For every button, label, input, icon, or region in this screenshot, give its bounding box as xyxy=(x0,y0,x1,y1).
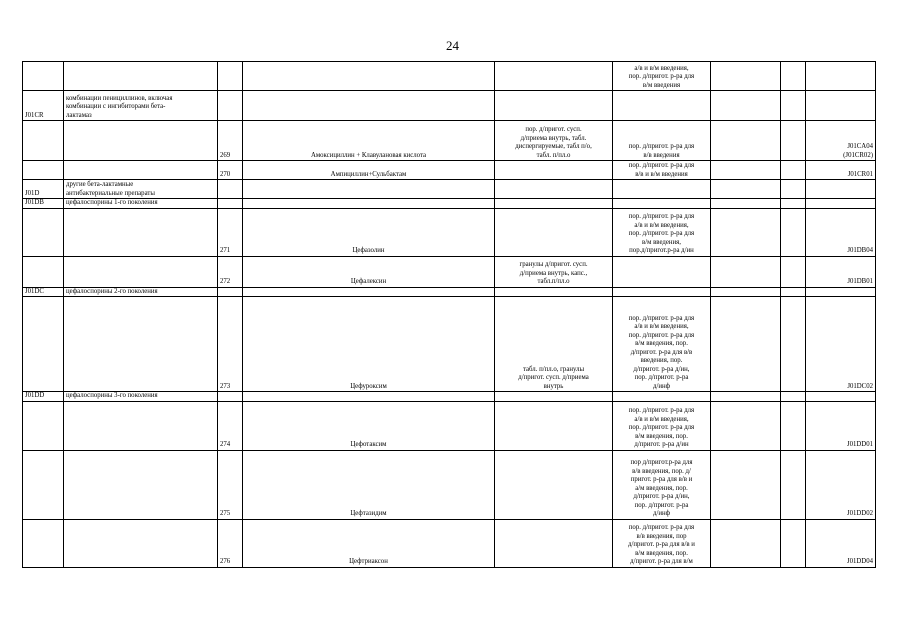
empty-cell xyxy=(711,401,781,450)
number-cell: 269 xyxy=(218,121,243,161)
empty-cell xyxy=(711,62,781,91)
empty-cell xyxy=(781,121,806,161)
name-cell xyxy=(64,208,218,256)
atc-code-cell xyxy=(806,62,876,91)
code-cell xyxy=(23,519,64,567)
page-number: 24 xyxy=(446,38,459,53)
empty-cell xyxy=(711,91,781,121)
name-cell: комбинации пенициллинов, включая комбинации с ингибиторами бета- лактамаз xyxy=(64,91,218,121)
name-cell: цефалоспорины 3-го поколения xyxy=(64,392,218,402)
number-cell: 275 xyxy=(218,450,243,519)
atc-code-cell: J01DB01 xyxy=(806,256,876,287)
dosage-form-cell xyxy=(613,256,711,287)
name-cell: другие бета-лактамные антибактериальные препараты xyxy=(64,180,218,199)
table-row xyxy=(23,256,876,287)
empty-cell xyxy=(781,392,806,402)
table-row xyxy=(23,180,876,199)
dosage-form-cell: пор. д/пригот. р-ра для а/в и в/м введения, пор. д/пригот. р-ра для в/м введения, пор. д/пригот. р-ра для в/в введения, пор. д/пригот. р-ра д/ин, пор. д/пригот. р-ра д/инф xyxy=(613,297,711,392)
number-cell xyxy=(218,199,243,209)
empty-cell xyxy=(711,180,781,199)
drug-name-cell: Цефотаксим xyxy=(243,401,495,450)
dosage-form-cell xyxy=(495,199,613,209)
number-cell: 271 xyxy=(218,208,243,256)
number-cell: 272 xyxy=(218,256,243,287)
atc-code-cell: J01DD02 xyxy=(806,450,876,519)
name-cell xyxy=(64,450,218,519)
number-cell xyxy=(218,392,243,402)
empty-cell xyxy=(711,208,781,256)
dosage-form-cell xyxy=(495,392,613,402)
number-cell xyxy=(218,91,243,121)
table-row xyxy=(23,199,876,209)
empty-cell xyxy=(781,91,806,121)
empty-cell xyxy=(711,450,781,519)
dosage-form-cell xyxy=(613,199,711,209)
code-cell xyxy=(23,62,64,91)
dosage-form-cell xyxy=(495,62,613,91)
drug-name-cell: Цефтриаксон xyxy=(243,519,495,567)
code-cell xyxy=(23,121,64,161)
atc-code-cell: J01CA04 (J01CR02) xyxy=(806,121,876,161)
empty-cell xyxy=(781,180,806,199)
dosage-form-cell: пор. д/пригот. сусп. д/приема внутрь, табл. диспергируемые, табл п/о, табл. п/пл.о xyxy=(495,121,613,161)
code-cell xyxy=(23,401,64,450)
code-cell xyxy=(23,256,64,287)
atc-code-cell xyxy=(806,180,876,199)
atc-code-cell: J01DB04 xyxy=(806,208,876,256)
drug-name-cell xyxy=(243,62,495,91)
drug-name-cell xyxy=(243,91,495,121)
table-row xyxy=(23,297,876,392)
table-row xyxy=(23,121,876,161)
table-row xyxy=(23,401,876,450)
code-cell xyxy=(23,450,64,519)
table-row xyxy=(23,208,876,256)
code-cell: J01D xyxy=(23,180,64,199)
name-cell xyxy=(64,401,218,450)
empty-cell xyxy=(711,297,781,392)
drug-name-cell xyxy=(243,287,495,297)
dosage-form-cell xyxy=(495,161,613,180)
code-cell xyxy=(23,208,64,256)
empty-cell xyxy=(711,161,781,180)
empty-cell xyxy=(711,199,781,209)
atc-code-cell: J01DD01 xyxy=(806,401,876,450)
drug-name-cell: Амоксициллин + Клавулановая кислота xyxy=(243,121,495,161)
atc-code-cell: J01DD04 xyxy=(806,519,876,567)
empty-cell xyxy=(781,297,806,392)
table-row xyxy=(23,392,876,402)
empty-cell xyxy=(711,287,781,297)
dosage-form-cell: табл. п/пл.о, гранулы д/пригот. сусп. д/приема внутрь xyxy=(495,297,613,392)
name-cell: цефалоспорины 2-го поколения xyxy=(64,287,218,297)
empty-cell xyxy=(711,121,781,161)
atc-code-cell: J01DC02 xyxy=(806,297,876,392)
empty-cell xyxy=(711,519,781,567)
dosage-form-cell: пор д/пригот.р-ра для в/в введения, пор. д/ пригот. р-ра для в/в и а/м введения, пор. д/пригот. р-ра д/ин, пор. д/пригот. р-ра д/инф xyxy=(613,450,711,519)
dosage-form-cell: пор. д/пригот. р-ра для в/в и в/м введения xyxy=(613,161,711,180)
atc-code-cell xyxy=(806,392,876,402)
drug-name-cell: Цефуроксим xyxy=(243,297,495,392)
dosage-form-cell: пор. д/пригот. р-ра для а/в и в/м введения, пор. д/пригот. р-ра для в/м введения, пор. д/пригот. р-ра д/ин xyxy=(613,401,711,450)
name-cell xyxy=(64,297,218,392)
dosage-form-cell xyxy=(495,450,613,519)
number-cell: 270 xyxy=(218,161,243,180)
dosage-form-cell: пор. д/пригот. р-ра для в/в введения xyxy=(613,121,711,161)
table-row xyxy=(23,287,876,297)
name-cell xyxy=(64,62,218,91)
name-cell xyxy=(64,161,218,180)
number-cell xyxy=(218,180,243,199)
name-cell xyxy=(64,256,218,287)
dosage-form-cell xyxy=(495,208,613,256)
empty-cell xyxy=(781,62,806,91)
empty-cell xyxy=(781,161,806,180)
table-row xyxy=(23,450,876,519)
empty-cell xyxy=(781,287,806,297)
empty-cell xyxy=(781,450,806,519)
atc-code-cell xyxy=(806,91,876,121)
table-row xyxy=(23,161,876,180)
name-cell xyxy=(64,121,218,161)
empty-cell xyxy=(781,519,806,567)
dosage-form-cell: пор. д/пригот. р-ра для а/в и в/м введения, пор. д/пригот. р-ра для в/м введения, пор.д/пригот.р-ра д/ин xyxy=(613,208,711,256)
drug-name-cell xyxy=(243,392,495,402)
empty-cell xyxy=(711,256,781,287)
empty-cell xyxy=(781,199,806,209)
drug-list-table xyxy=(22,61,876,568)
drug-name-cell: Цефтазидим xyxy=(243,450,495,519)
table-row xyxy=(23,91,876,121)
dosage-form-cell: а/в и в/м введения, пор. д/пригот. р-ра для в/м введения xyxy=(613,62,711,91)
number-cell: 273 xyxy=(218,297,243,392)
code-cell: J01DB xyxy=(23,199,64,209)
dosage-form-cell xyxy=(613,180,711,199)
number-cell xyxy=(218,62,243,91)
drug-name-cell xyxy=(243,199,495,209)
code-cell xyxy=(23,297,64,392)
atc-code-cell xyxy=(806,287,876,297)
atc-code-cell xyxy=(806,199,876,209)
code-cell xyxy=(23,161,64,180)
table-row xyxy=(23,519,876,567)
dosage-form-cell xyxy=(495,91,613,121)
name-cell xyxy=(64,519,218,567)
empty-cell xyxy=(781,401,806,450)
empty-cell xyxy=(781,208,806,256)
drug-name-cell: Цефалексин xyxy=(243,256,495,287)
dosage-form-cell: пор. д/пригот. р-ра для в/в введения, пор д/пригот. р-ра для в/в и в/м введения, пор. д/пригот. р-ра для в/м xyxy=(613,519,711,567)
dosage-form-cell xyxy=(495,519,613,567)
dosage-form-cell: гранулы д/пригот. сусп. д/приема внутрь, капс., табл.п/пл.о xyxy=(495,256,613,287)
atc-code-cell: J01CR01 xyxy=(806,161,876,180)
dosage-form-cell xyxy=(613,91,711,121)
code-cell: J01CR xyxy=(23,91,64,121)
name-cell: цефалоспорины 1-го поколения xyxy=(64,199,218,209)
number-cell: 274 xyxy=(218,401,243,450)
table-row xyxy=(23,62,876,91)
code-cell: J01DC xyxy=(23,287,64,297)
drug-name-cell: Ампициллин+Сульбактам xyxy=(243,161,495,180)
drug-name-cell xyxy=(243,180,495,199)
dosage-form-cell xyxy=(613,392,711,402)
empty-cell xyxy=(781,256,806,287)
number-cell xyxy=(218,287,243,297)
drug-name-cell: Цефазолин xyxy=(243,208,495,256)
dosage-form-cell xyxy=(495,180,613,199)
code-cell: J01DD xyxy=(23,392,64,402)
dosage-form-cell xyxy=(613,287,711,297)
dosage-form-cell xyxy=(495,287,613,297)
empty-cell xyxy=(711,392,781,402)
dosage-form-cell xyxy=(495,401,613,450)
number-cell: 276 xyxy=(218,519,243,567)
